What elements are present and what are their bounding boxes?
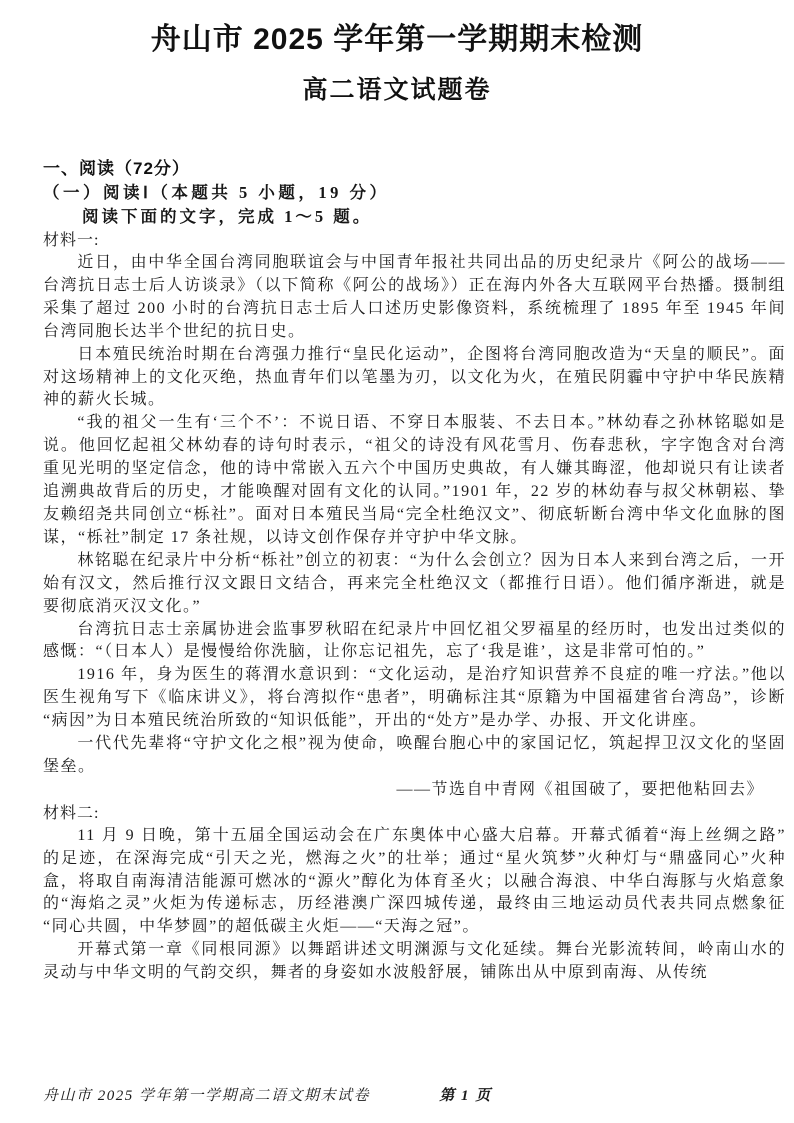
material2-paragraph-1: 11 月 9 日晚，第十五届全国运动会在广东奥体中心盛大启幕。开幕式循着“海上丝绸之路”的足迹，在深海完成“引天之光，燃海之火”的壮举；通过“星火筑梦”火种灯与“鼎盛同心”火种盒，将取自南海清洁能源可燃冰的“源火”醇化为体育圣火；以融合海浪、中华白海豚与火焰意象的“海焰之灵”火炬为传递标志，历经港澳广深四城传递，最终由三地运动员代表共同点燃象征“同心共圆，中华梦圆”的超低碳主火炬——“天海之冠”。	[43, 826, 786, 936]
material1-paragraph-3: “我的祖父一生有‘三个不’：不说日语、不穿日本服装、不去日本。”林幼春之孙林铭聪如是说。他回忆起祖父林幼春的诗句时表示，“祖父的诗没有风花雪月、伤春悲秋，字字饱含对台湾重见光明的坚定信念，他的诗中常嵌入五六个中国历史典故，有人嫌其晦涩，他却说只有让读者追溯典故背后的历史，才能唤醒对固有文化的认同。”1901 年，22 岁的林幼春与叔父林朝崧、挚友赖绍尧共同创立“栎社”。面对日本殖民当局“完全杜绝汉文”、彻底斩断台湾中华文化血脉的图谋，“栎社”制定 17 条社规，以诗文创作保存并守护中华文脉。	[43, 414, 786, 546]
page-footer	[43, 1084, 492, 1105]
document-header	[0, 0, 794, 105]
material1-paragraph-5: 台湾抗日志士亲属协进会监事罗秋昭在纪录片中回忆祖父罗福星的经历时，也发出过类似的感慨：“（日本人）是慢慢给你洗脑，让你忘记祖先，忘了‘我是谁’，这是非常可怕的。”	[43, 620, 786, 661]
material1-source-attribution: ——节选自中青网《祖国破了，要把他粘回去》	[396, 780, 764, 798]
page-title: 舟山市 2025 学年第一学期期末检测	[150, 23, 644, 56]
footer-page-number: 第 1 页	[439, 1088, 492, 1104]
document-body	[0, 157, 794, 985]
material1-label: 材料一:	[43, 232, 100, 249]
footer-document-title: 舟山市 2025 学年第一学期高二语文期末试卷	[43, 1088, 371, 1104]
material1-paragraph-6: 1916 年，身为医生的蒋渭水意识到：“文化运动，是治疗知识营养不良症的唯一疗法。”他以医生视角写下《临床讲义》，将台湾拟作“患者”，明确标注其“原籍为中国福建省台湾岛”，诊断“病因”为日本殖民统治所致的“知识低能”，开出的“处方”是办学、办报、开文化讲座。	[43, 666, 786, 730]
material1-paragraph-1: 近日，由中华全国台湾同胞联谊会与中国青年报社共同出品的历史纪录片《阿公的战场——台湾抗日志士后人访谈录》（以下简称《阿公的战场》）正在海内外各大互联网平台热播。摄制组采集了超过 200 小时的台湾抗日志士后人口述历史影像资料，系统梳理了 1895 年至 1945 年间台湾同胞长达半个世纪的抗日史。	[43, 254, 786, 340]
section-heading-reading: 一、阅读（72分）	[43, 159, 190, 178]
reading-instruction: 阅读下面的文字，完成 1～5 题。	[82, 207, 373, 226]
page-subtitle: 高二语文试题卷	[302, 76, 492, 104]
section-subheading-reading-1: （一）阅读Ⅰ（本题共 5 小题，19 分）	[43, 183, 390, 202]
material2-paragraph-2: 开幕式第一章《同根同源》以舞蹈讲述文明渊源与文化延续。舞台光影流转间，岭南山水的灵动与中华文明的气韵交织，舞者的身姿如水波般舒展，铺陈出从中原到南海、从传统	[43, 941, 786, 982]
material1-paragraph-7: 一代代先辈将“守护文化之根”视为使命，唤醒台胞心中的家国记忆，筑起捍卫汉文化的坚固堡垒。	[43, 735, 786, 775]
material1-paragraph-4: 林铭聪在纪录片中分析“栎社”创立的初衷：“为什么会创立？因为日本人来到台湾之后，一开始有汉文，然后推行汉文跟日文结合，再来完全杜绝汉文（都推行日语）。他们循序渐进，就是要彻底消灭汉文化。”	[43, 551, 786, 615]
material1-paragraph-2: 日本殖民统治时期在台湾强力推行“皇民化运动”，企图将台湾同胞改造为“天皇的顺民”。面对这场精神上的文化灭绝，热血青年们以笔墨为刃，以文化为火，在殖民阴霾中守护中华民族精神的薪火长城。	[43, 345, 786, 409]
material2-label: 材料二:	[43, 804, 100, 822]
